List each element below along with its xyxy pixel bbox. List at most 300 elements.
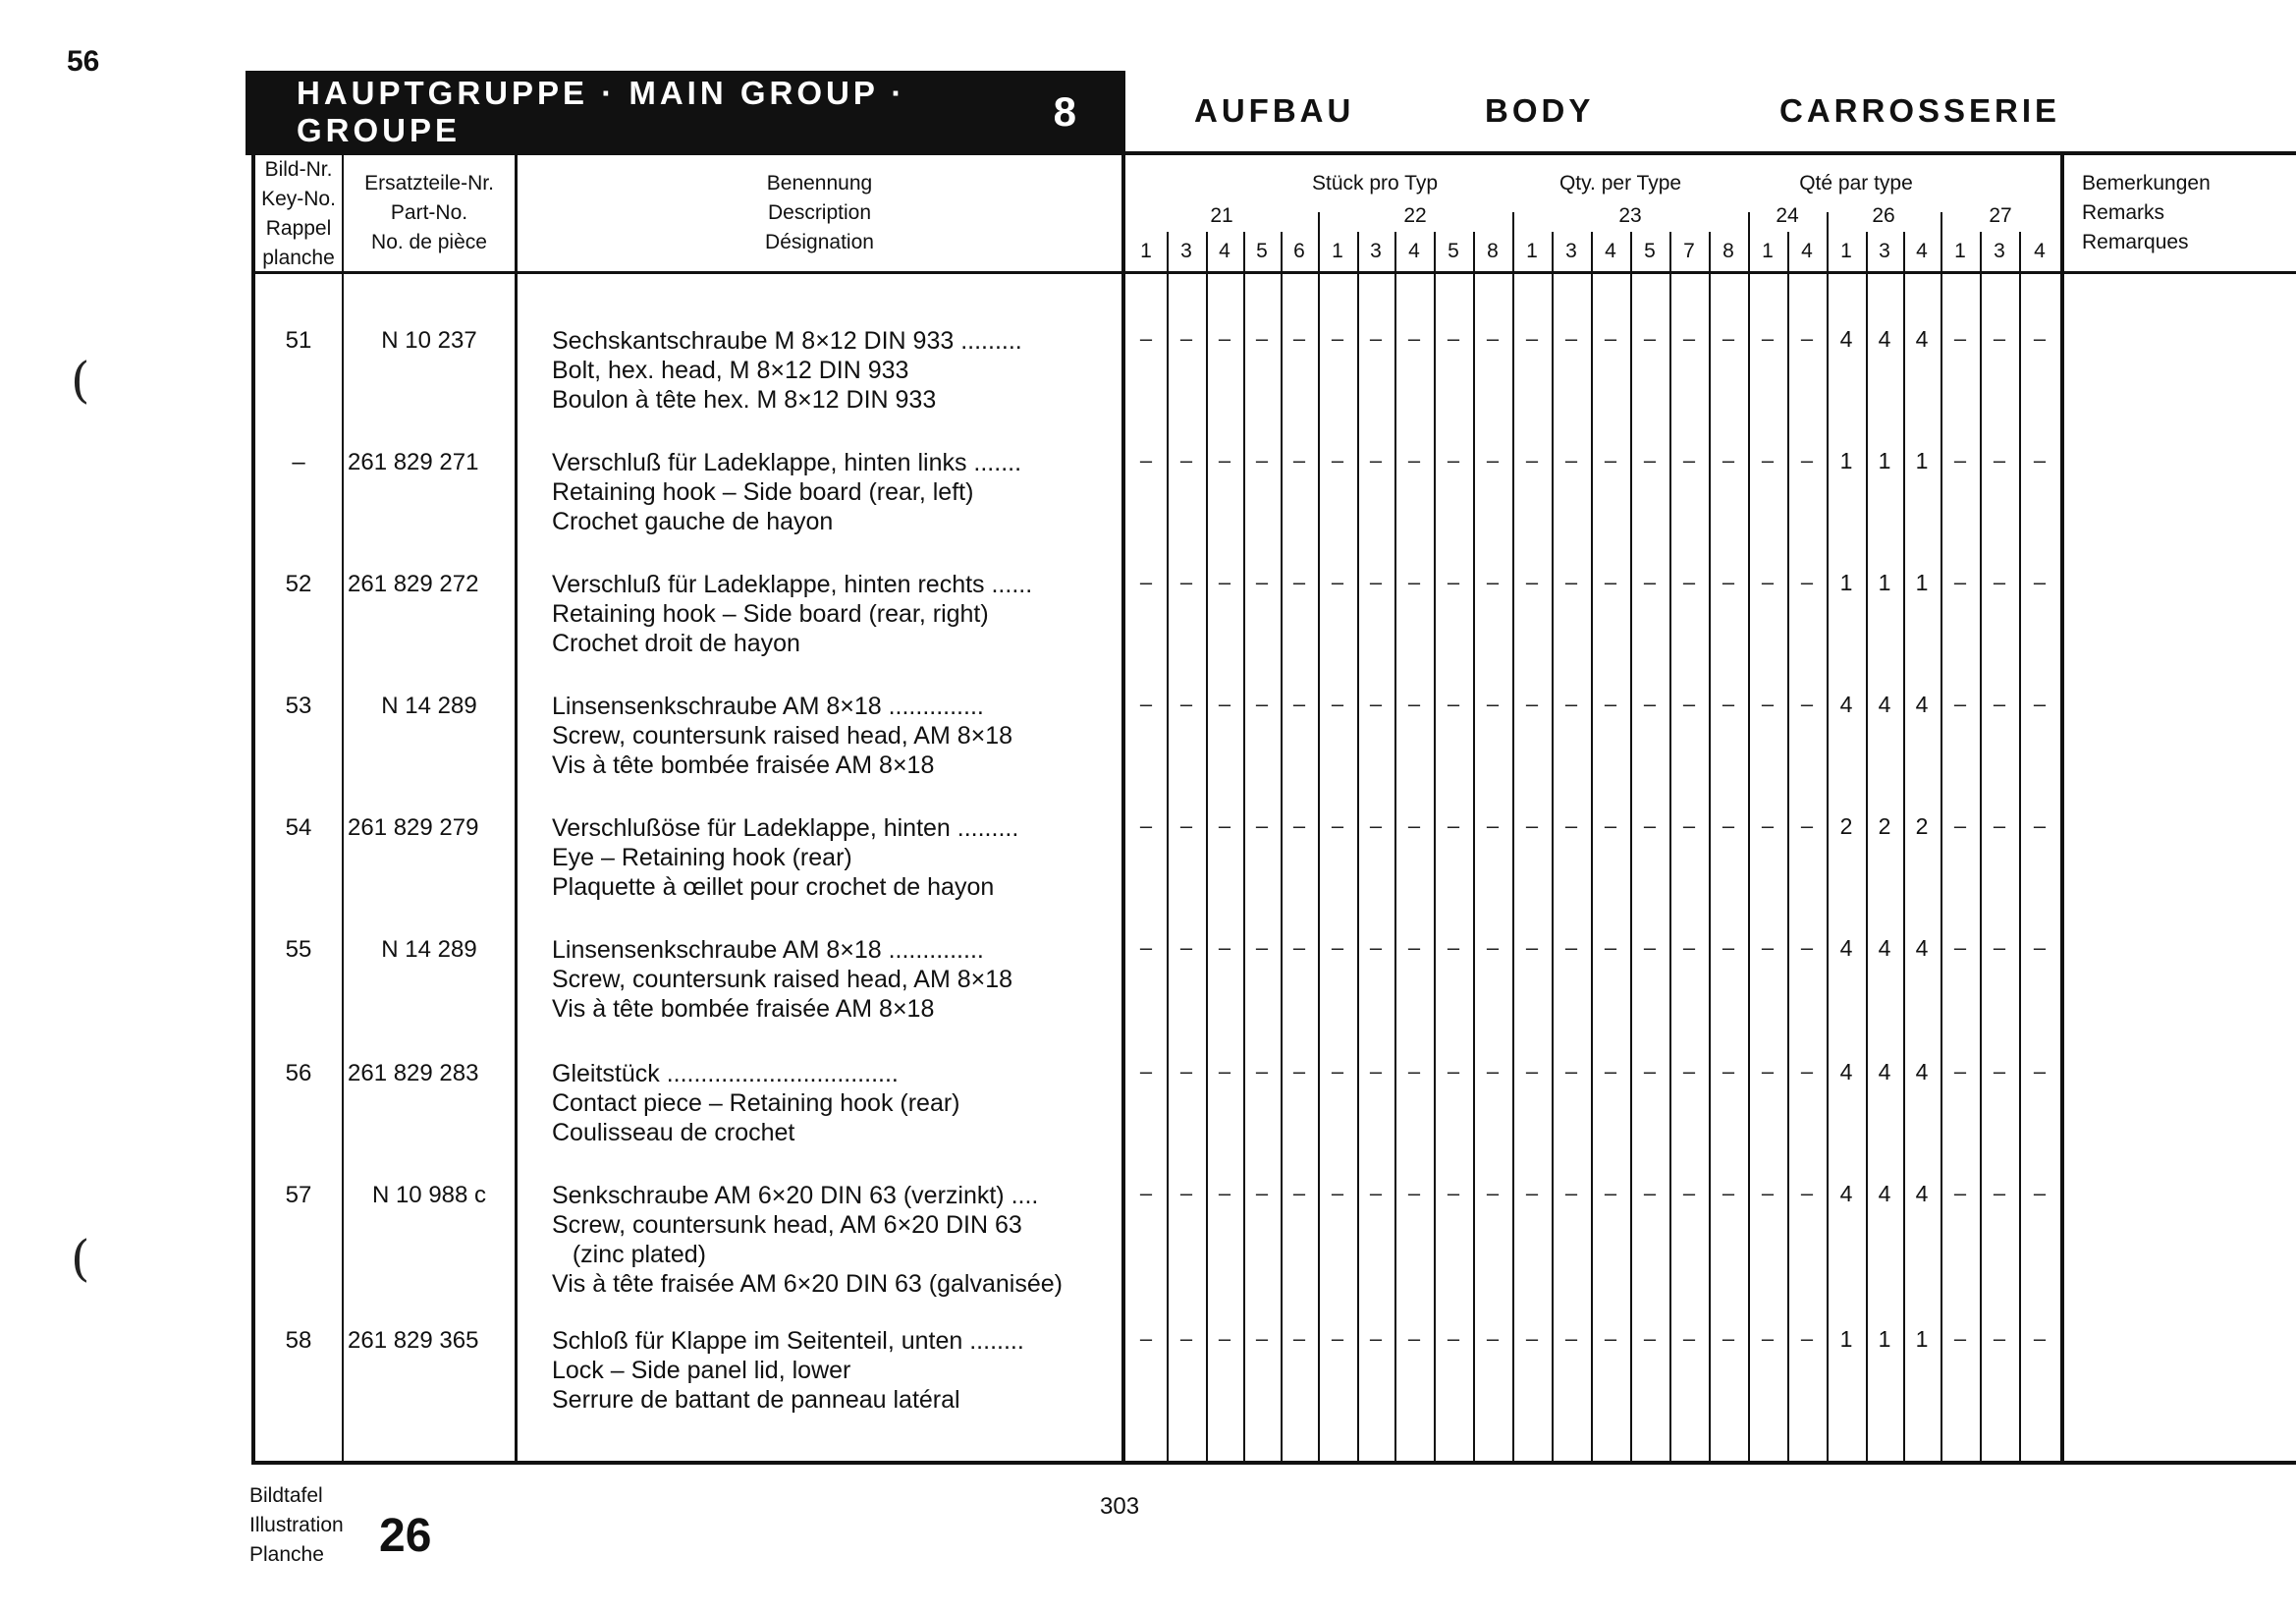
quantity-empty: – <box>1218 935 1231 960</box>
quantity-empty: – <box>1369 935 1383 960</box>
type-group-label: 23 <box>1618 204 1642 227</box>
quantity-value: 4 <box>1839 692 1853 717</box>
description-line: Verschluß für Ladeklappe, hinten rechts ...... <box>552 571 1033 598</box>
quantity-empty: – <box>1682 326 1696 351</box>
quantity-empty: – <box>1218 1059 1231 1084</box>
quantity-empty: – <box>1800 935 1814 960</box>
quantity-empty: – <box>1255 935 1269 960</box>
quantity-empty: – <box>1604 570 1617 594</box>
col-divider <box>515 153 518 1464</box>
quantity-empty: – <box>1486 1059 1500 1084</box>
part-number: N 14 289 <box>381 693 477 719</box>
quantity-empty: – <box>2033 813 2047 838</box>
quantity-empty: – <box>1218 692 1231 716</box>
description-line: Senkschraube AM 6×20 DIN 63 (verzinkt) .... <box>552 1182 1039 1209</box>
quantity-value: 4 <box>1878 692 1891 717</box>
qty-column-line <box>1787 232 1789 1462</box>
quantity-empty: – <box>1218 813 1231 838</box>
binding-mark: ( <box>71 1230 90 1287</box>
subtype-label: 1 <box>1332 240 1343 262</box>
subtype-label: 1 <box>1954 240 1966 262</box>
quantity-value: 4 <box>1915 935 1929 961</box>
quantity-value: 4 <box>1915 692 1929 717</box>
quantity-empty: – <box>1525 1326 1539 1351</box>
quantity-empty: – <box>1682 692 1696 716</box>
quantity-empty: – <box>1722 692 1735 716</box>
quantity-empty: – <box>1292 570 1306 594</box>
part-number: 261 829 279 <box>348 814 479 841</box>
quantity-empty: – <box>1407 326 1421 351</box>
quantity-empty: – <box>1407 692 1421 716</box>
quantity-value: 1 <box>1915 1326 1929 1352</box>
quantity-empty: – <box>1255 570 1269 594</box>
table-bottom-rule <box>251 1461 2296 1465</box>
quantity-empty: – <box>1761 813 1775 838</box>
quantity-empty: – <box>1407 570 1421 594</box>
quantity-empty: – <box>1331 1059 1344 1084</box>
description-line: Screw, countersunk raised head, AM 8×18 <box>552 722 1013 750</box>
quantity-empty: – <box>1643 1326 1657 1351</box>
quantity-empty: – <box>1255 448 1269 473</box>
quantity-empty: – <box>1643 326 1657 351</box>
quantity-empty: – <box>1447 692 1460 716</box>
qty-column-line <box>1630 232 1632 1462</box>
description-line: Plaquette à œillet pour crochet de hayon <box>552 873 995 901</box>
subtype-label: 7 <box>1683 240 1695 262</box>
subtype-label: 1 <box>1762 240 1774 262</box>
subtype-label: 4 <box>2034 240 2046 262</box>
quantity-empty: – <box>1682 448 1696 473</box>
quantity-empty: – <box>1331 1326 1344 1351</box>
quantity-value: 4 <box>1878 935 1891 961</box>
quantity-empty: – <box>1255 692 1269 716</box>
quantity-empty: – <box>1292 1326 1306 1351</box>
subtype-label: 6 <box>1293 240 1305 262</box>
quantity-empty: – <box>1292 1059 1306 1084</box>
subtype-label: 4 <box>1219 240 1230 262</box>
quantity-empty: – <box>1447 326 1460 351</box>
description-line: Verschlußöse für Ladeklappe, hinten ......... <box>552 814 1019 842</box>
quantity-value: 4 <box>1915 1181 1929 1206</box>
qty-column-line <box>1903 232 1905 1462</box>
quantity-empty: – <box>1800 570 1814 594</box>
quantity-value: 1 <box>1839 448 1853 473</box>
subtype-label: 3 <box>1565 240 1577 262</box>
quantity-empty: – <box>1486 813 1500 838</box>
quantity-value: 2 <box>1839 813 1853 839</box>
quantity-empty: – <box>1761 326 1775 351</box>
qty-column-line <box>1243 232 1245 1462</box>
quantity-empty: – <box>1761 1326 1775 1351</box>
quantity-empty: – <box>1525 813 1539 838</box>
quantity-empty: – <box>1486 935 1500 960</box>
qty-column-line <box>1318 232 1320 1462</box>
quantity-empty: – <box>1292 448 1306 473</box>
quantity-empty: – <box>1447 813 1460 838</box>
quantity-empty: – <box>1331 813 1344 838</box>
quantity-empty: – <box>1953 326 1967 351</box>
quantity-empty: – <box>1643 1059 1657 1084</box>
quantity-empty: – <box>1564 326 1578 351</box>
qty-column-line <box>1669 232 1671 1462</box>
quantity-empty: – <box>1331 692 1344 716</box>
type-group-separator <box>1827 212 1829 236</box>
quantity-empty: – <box>1682 813 1696 838</box>
quantity-empty: – <box>1255 813 1269 838</box>
qty-column-line <box>1748 232 1750 1462</box>
subtype-label: 4 <box>1801 240 1813 262</box>
type-group-separator <box>1318 212 1320 236</box>
quantity-empty: – <box>1447 570 1460 594</box>
quantity-empty: – <box>1643 813 1657 838</box>
part-no-header: Ersatzteile-Nr. Part-No. No. de pièce <box>364 172 494 253</box>
title-de: AUFBAU <box>1194 92 1355 129</box>
quantity-empty: – <box>1255 1059 1269 1084</box>
quantity-empty: – <box>1139 935 1153 960</box>
qty-column-line <box>1827 232 1829 1462</box>
quantity-empty: – <box>1139 1326 1153 1351</box>
quantity-empty: – <box>1292 813 1306 838</box>
quantity-value: 4 <box>1839 1059 1853 1085</box>
key-number: 51 <box>285 327 312 354</box>
quantity-empty: – <box>1331 1181 1344 1205</box>
quantity-empty: – <box>1292 326 1306 351</box>
quantity-empty: – <box>1369 570 1383 594</box>
subtype-label: 5 <box>1644 240 1656 262</box>
quantity-empty: – <box>1369 1326 1383 1351</box>
title-fr: CARROSSERIE <box>1779 92 2061 129</box>
description-line: Linsensenkschraube AM 8×18 .............. <box>552 936 984 964</box>
quantity-empty: – <box>1407 1326 1421 1351</box>
quantity-empty: – <box>1407 1181 1421 1205</box>
quantity-empty: – <box>1604 813 1617 838</box>
quantity-value: 4 <box>1878 326 1891 352</box>
description-header: Benennung Description Désignation <box>765 172 874 253</box>
quantity-empty: – <box>1179 326 1193 351</box>
key-no-header: Bild-Nr. Key-No. Rappel planche <box>261 158 336 269</box>
quantity-empty: – <box>1722 570 1735 594</box>
quantity-empty: – <box>1643 935 1657 960</box>
quantity-empty: – <box>1564 813 1578 838</box>
quantity-empty: – <box>1179 1181 1193 1205</box>
column-header-rule <box>251 271 2296 274</box>
quantity-empty: – <box>1447 1181 1460 1205</box>
description-line: Crochet gauche de hayon <box>552 508 834 535</box>
quantity-empty: – <box>1604 1326 1617 1351</box>
part-number: 261 829 272 <box>348 571 479 597</box>
quantity-empty: – <box>1179 1326 1193 1351</box>
quantity-empty: – <box>1218 1181 1231 1205</box>
type-group-label: 21 <box>1210 204 1233 227</box>
col-divider <box>2060 153 2064 1464</box>
quantity-empty: – <box>1722 813 1735 838</box>
quantity-empty: – <box>1993 570 2006 594</box>
description-line: (zinc plated) <box>552 1241 707 1268</box>
description-line: Coulisseau de crochet <box>552 1119 795 1146</box>
quantity-empty: – <box>1369 448 1383 473</box>
quantity-empty: – <box>1486 1181 1500 1205</box>
quantity-empty: – <box>1564 935 1578 960</box>
quantity-empty: – <box>1993 448 2006 473</box>
quantity-empty: – <box>1953 570 1967 594</box>
quantity-empty: – <box>1953 813 1967 838</box>
quantity-empty: – <box>1447 448 1460 473</box>
quantity-empty: – <box>2033 935 2047 960</box>
quantity-empty: – <box>1953 1059 1967 1084</box>
subtype-label: 3 <box>1879 240 1890 262</box>
key-number: 53 <box>285 693 312 719</box>
quantity-value: 1 <box>1878 1326 1891 1352</box>
description-line: Vis à tête bombée fraisée AM 8×18 <box>552 995 935 1023</box>
description-line: Retaining hook – Side board (rear, right) <box>552 600 989 628</box>
quantity-empty: – <box>1953 448 1967 473</box>
quantity-empty: – <box>2033 570 2047 594</box>
quantity-empty: – <box>1369 326 1383 351</box>
qty-header-de: Stück pro Typ <box>1311 172 1438 195</box>
quantity-empty: – <box>1564 1181 1578 1205</box>
quantity-empty: – <box>1407 813 1421 838</box>
quantity-empty: – <box>1447 1326 1460 1351</box>
quantity-empty: – <box>1604 326 1617 351</box>
description-line: Lock – Side panel lid, lower <box>552 1357 851 1384</box>
quantity-value: 1 <box>1915 448 1929 473</box>
quantity-value: 4 <box>1915 326 1929 352</box>
quantity-empty: – <box>1800 813 1814 838</box>
part-number: 261 829 271 <box>348 449 479 475</box>
quantity-empty: – <box>1564 692 1578 716</box>
quantity-value: 1 <box>1878 570 1891 595</box>
quantity-empty: – <box>1953 935 1967 960</box>
quantity-empty: – <box>1761 1181 1775 1205</box>
description-line: Crochet droit de hayon <box>552 630 800 657</box>
quantity-value: 2 <box>1878 813 1891 839</box>
subtype-label: 1 <box>1140 240 1152 262</box>
quantity-empty: – <box>1292 692 1306 716</box>
subtype-label: 3 <box>1180 240 1192 262</box>
qty-header-fr: Qté par type <box>1799 172 1913 195</box>
quantity-empty: – <box>1682 935 1696 960</box>
description-line: Retaining hook – Side board (rear, left) <box>552 478 974 506</box>
quantity-empty: – <box>1993 692 2006 716</box>
subtype-label: 4 <box>1408 240 1420 262</box>
quantity-empty: – <box>1761 448 1775 473</box>
quantity-empty: – <box>1525 448 1539 473</box>
quantity-empty: – <box>1643 448 1657 473</box>
quantity-empty: – <box>1369 692 1383 716</box>
quantity-value: 4 <box>1878 1181 1891 1206</box>
description-line: Contact piece – Retaining hook (rear) <box>552 1089 960 1117</box>
quantity-empty: – <box>1179 692 1193 716</box>
part-number: N 14 289 <box>381 936 477 963</box>
type-group-separator <box>1748 212 1750 236</box>
binding-mark: ( <box>71 352 90 409</box>
quantity-empty: – <box>2033 692 2047 716</box>
quantity-empty: – <box>1604 1181 1617 1205</box>
type-group-label: 26 <box>1872 204 1895 227</box>
description-line: Bolt, hex. head, M 8×12 DIN 933 <box>552 357 909 384</box>
type-group-separator <box>1512 212 1514 236</box>
quantity-empty: – <box>1800 326 1814 351</box>
qty-column-line <box>1552 232 1554 1462</box>
subtype-label: 3 <box>1994 240 2005 262</box>
description-line: Serrure de battant de panneau latéral <box>552 1386 960 1414</box>
page-number: 56 <box>67 45 100 78</box>
quantity-empty: – <box>1761 570 1775 594</box>
subtype-label: 1 <box>1840 240 1852 262</box>
quantity-empty: – <box>1953 1326 1967 1351</box>
quantity-empty: – <box>1604 448 1617 473</box>
quantity-empty: – <box>1722 326 1735 351</box>
quantity-value: 4 <box>1878 1059 1891 1085</box>
quantity-empty: – <box>1604 1059 1617 1084</box>
subtype-label: 1 <box>1526 240 1538 262</box>
quantity-empty: – <box>1292 1181 1306 1205</box>
quantity-value: 1 <box>1878 448 1891 473</box>
title-en: BODY <box>1485 92 1595 129</box>
part-number: 261 829 365 <box>348 1327 479 1354</box>
key-number: – <box>292 449 305 475</box>
quantity-empty: – <box>1486 448 1500 473</box>
remarks-header: Bemerkungen Remarks Remarques <box>2082 172 2211 253</box>
quantity-empty: – <box>1179 935 1193 960</box>
quantity-empty: – <box>1604 692 1617 716</box>
subtype-label: 5 <box>1256 240 1268 262</box>
quantity-empty: – <box>1292 935 1306 960</box>
quantity-empty: – <box>1993 1059 2006 1084</box>
key-number: 56 <box>285 1060 312 1086</box>
quantity-empty: – <box>2033 1326 2047 1351</box>
part-number: 261 829 283 <box>348 1060 479 1086</box>
description-line: Screw, countersunk raised head, AM 8×18 <box>552 966 1013 993</box>
quantity-empty: – <box>1643 570 1657 594</box>
quantity-empty: – <box>1722 935 1735 960</box>
qty-column-line <box>1591 232 1593 1462</box>
quantity-empty: – <box>1255 1181 1269 1205</box>
quantity-empty: – <box>1993 1181 2006 1205</box>
quantity-empty: – <box>1722 1181 1735 1205</box>
quantity-empty: – <box>1525 570 1539 594</box>
qty-column-line <box>1941 232 1942 1462</box>
quantity-empty: – <box>1564 448 1578 473</box>
qty-column-line <box>1281 232 1283 1462</box>
header-rule <box>246 151 2296 155</box>
quantity-empty: – <box>1218 570 1231 594</box>
qty-column-line <box>1473 232 1475 1462</box>
qty-column-line <box>1167 232 1169 1462</box>
quantity-empty: – <box>1525 326 1539 351</box>
quantity-empty: – <box>1564 570 1578 594</box>
quantity-empty: – <box>1993 813 2006 838</box>
qty-column-line <box>1866 232 1868 1462</box>
description-line: Vis à tête bombée fraisée AM 8×18 <box>552 751 935 779</box>
quantity-empty: – <box>1331 935 1344 960</box>
quantity-empty: – <box>1722 1326 1735 1351</box>
quantity-empty: – <box>1564 1326 1578 1351</box>
part-number: N 10 988 c <box>371 1182 487 1208</box>
key-number: 54 <box>285 814 312 841</box>
quantity-empty: – <box>1525 692 1539 716</box>
quantity-empty: – <box>1139 448 1153 473</box>
quantity-empty: – <box>1486 570 1500 594</box>
quantity-empty: – <box>1525 935 1539 960</box>
quantity-empty: – <box>1486 1326 1500 1351</box>
quantity-empty: – <box>1953 1181 1967 1205</box>
group-number: 8 <box>1053 88 1076 135</box>
quantity-empty: – <box>1139 326 1153 351</box>
quantity-empty: – <box>1761 1059 1775 1084</box>
quantity-empty: – <box>1218 1326 1231 1351</box>
qty-column-line <box>1357 232 1359 1462</box>
quantity-empty: – <box>1525 1059 1539 1084</box>
quantity-empty: – <box>1722 448 1735 473</box>
quantity-empty: – <box>1139 570 1153 594</box>
type-group-label: 27 <box>1989 204 2012 227</box>
qty-column-line <box>1434 232 1436 1462</box>
description-line: Screw, countersunk head, AM 6×20 DIN 63 <box>552 1211 1022 1239</box>
qty-column-line <box>2019 232 2021 1462</box>
quantity-empty: – <box>1486 692 1500 716</box>
quantity-value: 4 <box>1839 326 1853 352</box>
quantity-empty: – <box>1682 570 1696 594</box>
quantity-empty: – <box>1179 448 1193 473</box>
key-number: 57 <box>285 1182 312 1208</box>
description-line: Gleitstück .................................. <box>552 1060 899 1087</box>
quantity-empty: – <box>1761 692 1775 716</box>
description-line: Vis à tête fraisée AM 6×20 DIN 63 (galvanisée) <box>552 1270 1063 1298</box>
qty-column-line <box>1206 232 1208 1462</box>
subtype-label: 8 <box>1722 240 1734 262</box>
quantity-empty: – <box>1486 326 1500 351</box>
quantity-empty: – <box>1722 1059 1735 1084</box>
quantity-empty: – <box>1800 1326 1814 1351</box>
quantity-value: 1 <box>1915 570 1929 595</box>
quantity-empty: – <box>1139 813 1153 838</box>
group-header <box>246 71 1125 153</box>
quantity-empty: – <box>1800 448 1814 473</box>
type-group-label: 24 <box>1776 204 1799 227</box>
quantity-empty: – <box>1369 1181 1383 1205</box>
quantity-empty: – <box>1800 692 1814 716</box>
quantity-empty: – <box>2033 1181 2047 1205</box>
quantity-empty: – <box>1179 1059 1193 1084</box>
qty-column-line <box>1709 232 1711 1462</box>
quantity-empty: – <box>1800 1059 1814 1084</box>
quantity-empty: – <box>1139 1059 1153 1084</box>
description-line: Schloß für Klappe im Seitenteil, unten ........ <box>552 1327 1024 1355</box>
quantity-empty: – <box>1369 813 1383 838</box>
quantity-empty: – <box>1447 1059 1460 1084</box>
quantity-empty: – <box>2033 1059 2047 1084</box>
illustration-number: 26 <box>379 1510 432 1562</box>
quantity-empty: – <box>2033 448 2047 473</box>
quantity-empty: – <box>1331 448 1344 473</box>
quantity-value: 1 <box>1839 570 1853 595</box>
col-divider <box>342 153 344 1464</box>
quantity-empty: – <box>1407 448 1421 473</box>
quantity-value: 1 <box>1839 1326 1853 1352</box>
quantity-empty: – <box>1993 935 2006 960</box>
bottom-page-number: 303 <box>1100 1493 1140 1520</box>
subtype-label: 5 <box>1448 240 1459 262</box>
quantity-value: 4 <box>1839 1181 1853 1206</box>
subtype-label: 3 <box>1370 240 1382 262</box>
quantity-empty: – <box>1682 1181 1696 1205</box>
key-number: 52 <box>285 571 312 597</box>
quantity-empty: – <box>1953 692 1967 716</box>
quantity-empty: – <box>1255 326 1269 351</box>
quantity-empty: – <box>1564 1059 1578 1084</box>
type-group-separator <box>1941 212 1942 236</box>
